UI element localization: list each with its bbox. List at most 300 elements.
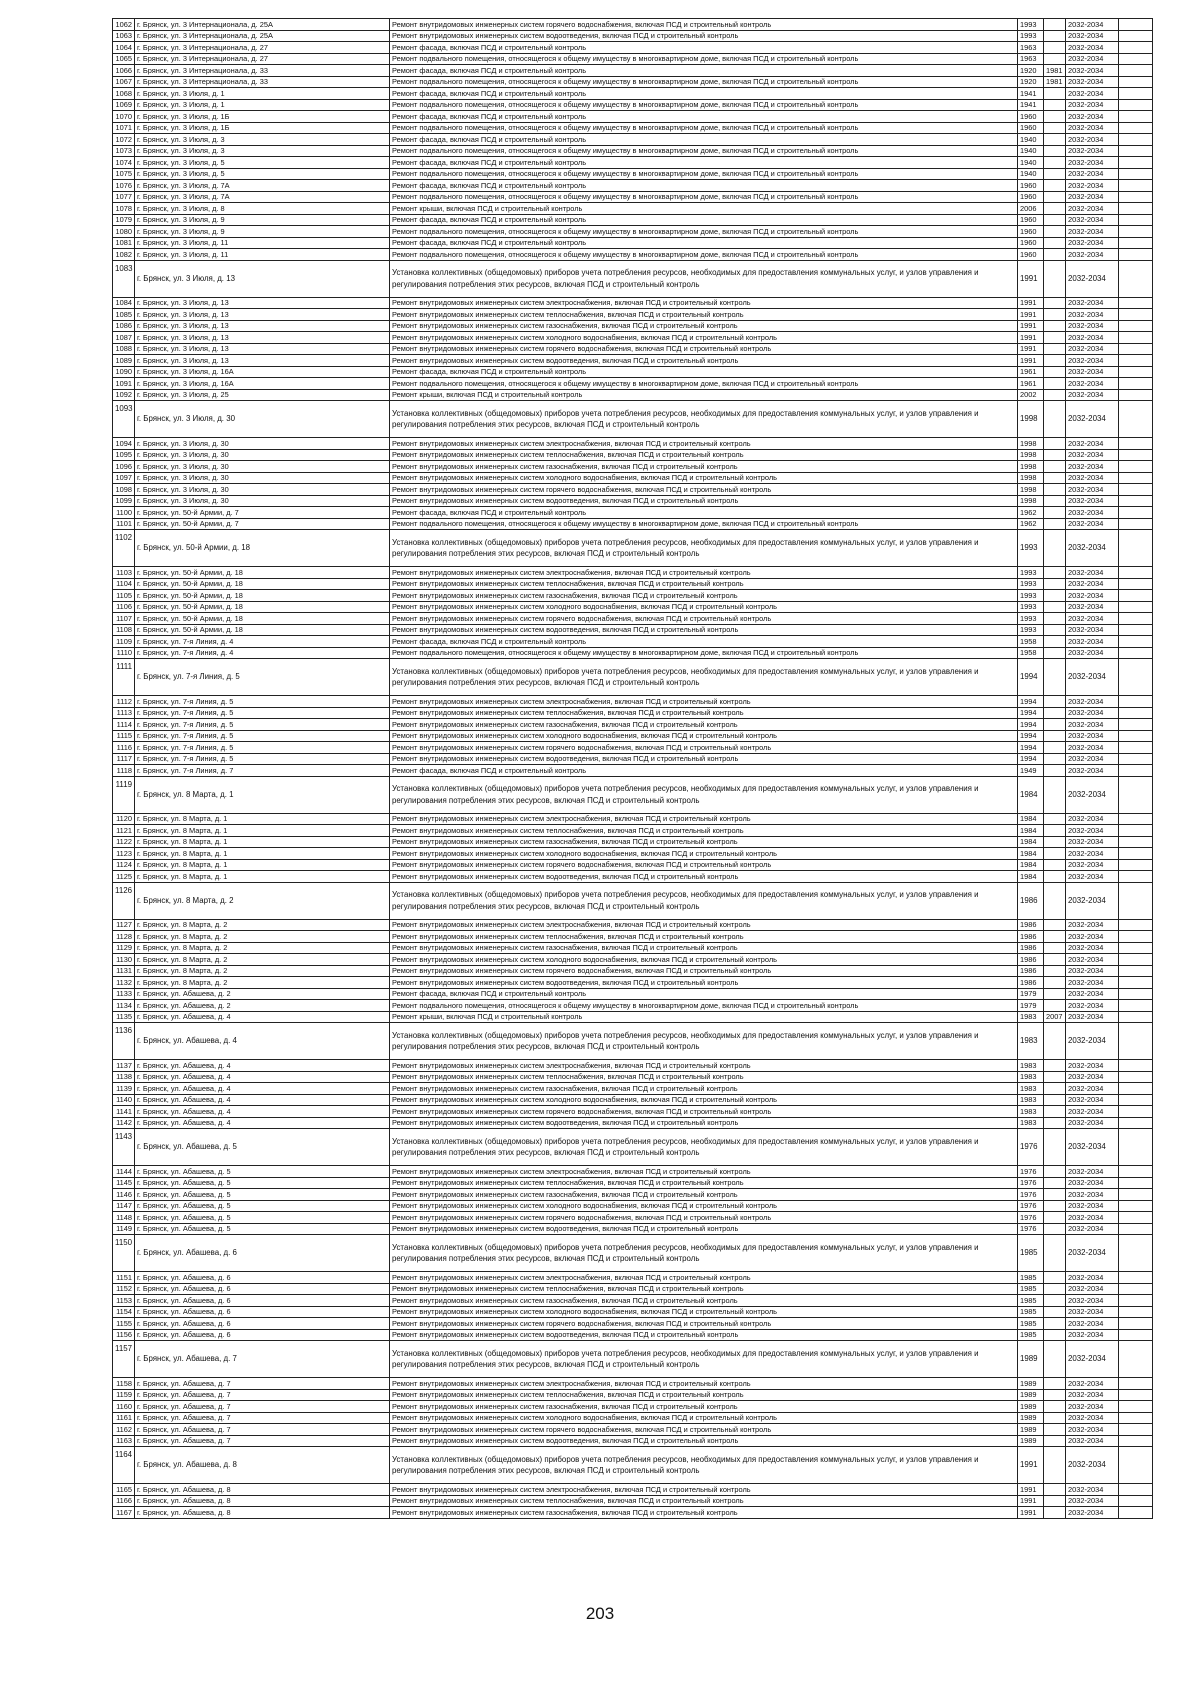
address-cell: г. Брянск, ул. 3 Июля, д. 9: [135, 214, 390, 226]
work-type-cell: Ремонт подвального помещения, относящегося к общему имуществу в многоквартирном доме, включая ПСД и строительный контроль: [390, 249, 1018, 261]
work-type-cell: Ремонт внутридомовых инженерных систем горячего водоснабжения, включая ПСД и строительный контроль: [390, 1318, 1018, 1330]
empty-cell: [1119, 507, 1153, 519]
table-row: [113, 1341, 1153, 1378]
address-cell: г. Брянск, ул. 3 Июля, д. 13: [135, 320, 390, 332]
build-year-cell: 1986: [1018, 977, 1044, 989]
build-year-cell: 1986: [1018, 954, 1044, 966]
planned-period-cell: 2032-2034: [1066, 1235, 1119, 1272]
table-row: [113, 1272, 1153, 1284]
overhaul-year-cell: [1044, 19, 1066, 31]
address-cell: г. Брянск, ул. 3 Июля, д. 13: [135, 309, 390, 321]
build-year-cell: 1985: [1018, 1306, 1044, 1318]
planned-period-cell: 2032-2034: [1066, 518, 1119, 530]
empty-cell: [1119, 1235, 1153, 1272]
table-row: [113, 954, 1153, 966]
planned-period-cell: 2032-2034: [1066, 624, 1119, 636]
build-year-cell: 2002: [1018, 389, 1044, 401]
overhaul-year-cell: [1044, 836, 1066, 848]
table-row: [113, 203, 1153, 215]
planned-period-cell: 2032-2034: [1066, 1507, 1119, 1519]
table-row: [113, 260, 1153, 297]
empty-cell: [1119, 1412, 1153, 1424]
row-number-cell: 1117: [113, 753, 135, 765]
overhaul-year-cell: [1044, 332, 1066, 344]
address-cell: г. Брянск, ул. Абашева, д. 6: [135, 1283, 390, 1295]
build-year-cell: 1985: [1018, 1295, 1044, 1307]
row-number-cell: 1093: [113, 401, 135, 438]
empty-cell: [1119, 53, 1153, 65]
empty-cell: [1119, 30, 1153, 42]
overhaul-year-cell: [1044, 1424, 1066, 1436]
build-year-cell: 1960: [1018, 249, 1044, 261]
empty-cell: [1119, 99, 1153, 111]
build-year-cell: 1991: [1018, 332, 1044, 344]
empty-cell: [1119, 567, 1153, 579]
address-cell: г. Брянск, ул. Абашева, д. 8: [135, 1447, 390, 1484]
overhaul-year-cell: [1044, 1129, 1066, 1166]
address-cell: г. Брянск, ул. 50-й Армии, д. 7: [135, 518, 390, 530]
planned-period-cell: 2032-2034: [1066, 1378, 1119, 1390]
overhaul-year-cell: [1044, 942, 1066, 954]
table-row: [113, 1401, 1153, 1413]
overhaul-year-cell: [1044, 578, 1066, 590]
address-cell: г. Брянск, ул. Абашева, д. 4: [135, 1023, 390, 1060]
table-row: [113, 578, 1153, 590]
work-type-cell: Установка коллективных (общедомовых) приборов учета потребления ресурсов, необходимых для предоставления коммунальных услуг, и узлов управления и регулирования потребления этих ресурсов, включая ПСД и строительный контроль: [390, 530, 1018, 567]
planned-period-cell: 2032-2034: [1066, 145, 1119, 157]
build-year-cell: 1920: [1018, 76, 1044, 88]
work-type-cell: Установка коллективных (общедомовых) приборов учета потребления ресурсов, необходимых для предоставления коммунальных услуг, и узлов управления и регулирования потребления этих ресурсов, включая ПСД и строительный контроль: [390, 401, 1018, 438]
table-row: [113, 859, 1153, 871]
overhaul-year-cell: [1044, 507, 1066, 519]
work-type-cell: Ремонт фасада, включая ПСД и строительный контроль: [390, 157, 1018, 169]
work-type-cell: Ремонт внутридомовых инженерных систем горячего водоснабжения, включая ПСД и строительный контроль: [390, 1424, 1018, 1436]
planned-period-cell: 2032-2034: [1066, 65, 1119, 77]
empty-cell: [1119, 882, 1153, 919]
work-type-cell: Ремонт внутридомовых инженерных систем газоснабжения, включая ПСД и строительный контроль: [390, 590, 1018, 602]
address-cell: г. Брянск, ул. 50-й Армии, д. 18: [135, 530, 390, 567]
work-type-cell: Ремонт подвального помещения, относящегося к общему имуществу в многоквартирном доме, включая ПСД и строительный контроль: [390, 53, 1018, 65]
planned-period-cell: 2032-2034: [1066, 30, 1119, 42]
overhaul-year-cell: [1044, 590, 1066, 602]
empty-cell: [1119, 1129, 1153, 1166]
empty-cell: [1119, 578, 1153, 590]
work-type-cell: Ремонт подвального помещения, относящегося к общему имуществу в многоквартирном доме, включая ПСД и строительный контроль: [390, 1000, 1018, 1012]
row-number-cell: 1086: [113, 320, 135, 332]
build-year-cell: 1993: [1018, 530, 1044, 567]
overhaul-year-cell: [1044, 1060, 1066, 1072]
address-cell: г. Брянск, ул. 50-й Армии, д. 7: [135, 507, 390, 519]
address-cell: г. Брянск, ул. 3 Июля, д. 30: [135, 461, 390, 473]
build-year-cell: 1941: [1018, 88, 1044, 100]
empty-cell: [1119, 1318, 1153, 1330]
work-type-cell: Ремонт внутридомовых инженерных систем электроснабжения, включая ПСД и строительный контроль: [390, 919, 1018, 931]
build-year-cell: 1993: [1018, 578, 1044, 590]
overhaul-year-cell: [1044, 919, 1066, 931]
build-year-cell: 1963: [1018, 42, 1044, 54]
address-cell: г. Брянск, ул. Абашева, д. 6: [135, 1272, 390, 1284]
table-row: [113, 1424, 1153, 1436]
build-year-cell: 1998: [1018, 401, 1044, 438]
planned-period-cell: 2032-2034: [1066, 438, 1119, 450]
address-cell: г. Брянск, ул. Абашева, д. 4: [135, 1071, 390, 1083]
planned-period-cell: 2032-2034: [1066, 19, 1119, 31]
address-cell: г. Брянск, ул. 8 Марта, д. 2: [135, 942, 390, 954]
table-row: [113, 438, 1153, 450]
table-row: [113, 1200, 1153, 1212]
empty-cell: [1119, 237, 1153, 249]
row-number-cell: 1161: [113, 1412, 135, 1424]
overhaul-year-cell: [1044, 99, 1066, 111]
address-cell: г. Брянск, ул. 3 Июля, д. 13: [135, 260, 390, 297]
overhaul-year-cell: [1044, 438, 1066, 450]
row-number-cell: 1110: [113, 647, 135, 659]
work-type-cell: Ремонт внутридомовых инженерных систем водоотведения, включая ПСД и строительный контроль: [390, 355, 1018, 367]
planned-period-cell: 2032-2034: [1066, 776, 1119, 813]
work-type-cell: Ремонт внутридомовых инженерных систем горячего водоснабжения, включая ПСД и строительный контроль: [390, 742, 1018, 754]
empty-cell: [1119, 1295, 1153, 1307]
row-number-cell: 1065: [113, 53, 135, 65]
row-number-cell: 1119: [113, 776, 135, 813]
empty-cell: [1119, 719, 1153, 731]
address-cell: г. Брянск, ул. Абашева, д. 4: [135, 1106, 390, 1118]
table-row: [113, 1071, 1153, 1083]
planned-period-cell: 2032-2034: [1066, 226, 1119, 238]
empty-cell: [1119, 191, 1153, 203]
planned-period-cell: 2032-2034: [1066, 647, 1119, 659]
empty-cell: [1119, 696, 1153, 708]
planned-period-cell: 2032-2034: [1066, 919, 1119, 931]
address-cell: г. Брянск, ул. 3 Июля, д. 16А: [135, 378, 390, 390]
work-type-cell: Ремонт внутридомовых инженерных систем газоснабжения, включая ПСД и строительный контроль: [390, 836, 1018, 848]
address-cell: г. Брянск, ул. 7-я Линия, д. 5: [135, 707, 390, 719]
overhaul-year-cell: [1044, 214, 1066, 226]
row-number-cell: 1144: [113, 1166, 135, 1178]
row-number-cell: 1102: [113, 530, 135, 567]
table-row: [113, 977, 1153, 989]
address-cell: г. Брянск, ул. Абашева, д. 2: [135, 1000, 390, 1012]
overhaul-year-cell: [1044, 1378, 1066, 1390]
overhaul-year-cell: [1044, 848, 1066, 860]
planned-period-cell: 2032-2034: [1066, 659, 1119, 696]
planned-period-cell: 2032-2034: [1066, 168, 1119, 180]
empty-cell: [1119, 157, 1153, 169]
address-cell: г. Брянск, ул. 3 Июля, д. 7А: [135, 180, 390, 192]
work-type-cell: Ремонт фасада, включая ПСД и строительный контроль: [390, 111, 1018, 123]
empty-cell: [1119, 343, 1153, 355]
overhaul-year-cell: [1044, 719, 1066, 731]
table-row: [113, 965, 1153, 977]
address-cell: г. Брянск, ул. Абашева, д. 5: [135, 1223, 390, 1235]
row-number-cell: 1155: [113, 1318, 135, 1330]
table-row: [113, 157, 1153, 169]
build-year-cell: 1993: [1018, 601, 1044, 613]
row-number-cell: 1142: [113, 1117, 135, 1129]
work-type-cell: Ремонт фасада, включая ПСД и строительный контроль: [390, 636, 1018, 648]
planned-period-cell: 2032-2034: [1066, 1129, 1119, 1166]
row-number-cell: 1123: [113, 848, 135, 860]
row-number-cell: 1108: [113, 624, 135, 636]
work-type-cell: Ремонт внутридомовых инженерных систем горячего водоснабжения, включая ПСД и строительный контроль: [390, 343, 1018, 355]
row-number-cell: 1127: [113, 919, 135, 931]
planned-period-cell: 2032-2034: [1066, 567, 1119, 579]
empty-cell: [1119, 753, 1153, 765]
build-year-cell: 1984: [1018, 836, 1044, 848]
work-type-cell: Ремонт подвального помещения, относящегося к общему имуществу в многоквартирном доме, включая ПСД и строительный контроль: [390, 647, 1018, 659]
table-row: [113, 507, 1153, 519]
overhaul-year-cell: [1044, 765, 1066, 777]
row-number-cell: 1076: [113, 180, 135, 192]
row-number-cell: 1139: [113, 1083, 135, 1095]
overhaul-year-cell: [1044, 965, 1066, 977]
table-row: [113, 730, 1153, 742]
planned-period-cell: 2032-2034: [1066, 249, 1119, 261]
table-row: [113, 871, 1153, 883]
work-type-cell: Ремонт внутридомовых инженерных систем горячего водоснабжения, включая ПСД и строительный контроль: [390, 19, 1018, 31]
planned-period-cell: 2032-2034: [1066, 1424, 1119, 1436]
empty-cell: [1119, 449, 1153, 461]
work-type-cell: Ремонт внутридомовых инженерных систем электроснабжения, включая ПСД и строительный контроль: [390, 696, 1018, 708]
empty-cell: [1119, 1106, 1153, 1118]
row-number-cell: 1126: [113, 882, 135, 919]
planned-period-cell: 2032-2034: [1066, 472, 1119, 484]
table-row: [113, 1435, 1153, 1447]
overhaul-year-cell: [1044, 1389, 1066, 1401]
table-row: [113, 389, 1153, 401]
empty-cell: [1119, 401, 1153, 438]
overhaul-year-cell: [1044, 518, 1066, 530]
table-row: [113, 214, 1153, 226]
table-row: [113, 1083, 1153, 1095]
work-type-cell: Ремонт внутридомовых инженерных систем газоснабжения, включая ПСД и строительный контроль: [390, 1295, 1018, 1307]
empty-cell: [1119, 647, 1153, 659]
empty-cell: [1119, 1484, 1153, 1496]
planned-period-cell: 2032-2034: [1066, 1223, 1119, 1235]
build-year-cell: 1958: [1018, 647, 1044, 659]
overhaul-year-cell: [1044, 249, 1066, 261]
empty-cell: [1119, 145, 1153, 157]
work-type-cell: Ремонт крыши, включая ПСД и строительный контроль: [390, 203, 1018, 215]
address-cell: г. Брянск, ул. 3 Июля, д. 13: [135, 355, 390, 367]
empty-cell: [1119, 249, 1153, 261]
address-cell: г. Брянск, ул. 3 Интернационала, д. 33: [135, 65, 390, 77]
work-type-cell: Ремонт подвального помещения, относящегося к общему имуществу в многоквартирном доме, включая ПСД и строительный контроль: [390, 378, 1018, 390]
planned-period-cell: 2032-2034: [1066, 1106, 1119, 1118]
overhaul-year-cell: [1044, 707, 1066, 719]
row-number-cell: 1134: [113, 1000, 135, 1012]
table-row: [113, 1378, 1153, 1390]
planned-period-cell: 2032-2034: [1066, 88, 1119, 100]
work-type-cell: Ремонт внутридомовых инженерных систем электроснабжения, включая ПСД и строительный контроль: [390, 813, 1018, 825]
planned-period-cell: 2032-2034: [1066, 495, 1119, 507]
row-number-cell: 1125: [113, 871, 135, 883]
row-number-cell: 1081: [113, 237, 135, 249]
planned-period-cell: 2032-2034: [1066, 942, 1119, 954]
build-year-cell: 1989: [1018, 1378, 1044, 1390]
build-year-cell: 1991: [1018, 1484, 1044, 1496]
table-row: [113, 53, 1153, 65]
table-row: [113, 742, 1153, 754]
table-row: [113, 1177, 1153, 1189]
empty-cell: [1119, 226, 1153, 238]
overhaul-year-cell: [1044, 1329, 1066, 1341]
row-number-cell: 1104: [113, 578, 135, 590]
overhaul-year-cell: [1044, 53, 1066, 65]
overhaul-year-cell: [1044, 1295, 1066, 1307]
work-type-cell: Ремонт внутридомовых инженерных систем теплоснабжения, включая ПСД и строительный контроль: [390, 1071, 1018, 1083]
table-row: [113, 332, 1153, 344]
row-number-cell: 1090: [113, 366, 135, 378]
work-type-cell: Ремонт фасада, включая ПСД и строительный контроль: [390, 237, 1018, 249]
address-cell: г. Брянск, ул. 8 Марта, д. 2: [135, 919, 390, 931]
row-number-cell: 1163: [113, 1435, 135, 1447]
planned-period-cell: 2032-2034: [1066, 134, 1119, 146]
address-cell: г. Брянск, ул. 3 Июля, д. 9: [135, 226, 390, 238]
work-type-cell: Ремонт внутридомовых инженерных систем холодного водоснабжения, включая ПСД и строительный контроль: [390, 1094, 1018, 1106]
empty-cell: [1119, 1094, 1153, 1106]
table-row: [113, 366, 1153, 378]
work-type-cell: Ремонт фасада, включая ПСД и строительный контроль: [390, 88, 1018, 100]
planned-period-cell: 2032-2034: [1066, 836, 1119, 848]
row-number-cell: 1092: [113, 389, 135, 401]
planned-period-cell: 2032-2034: [1066, 320, 1119, 332]
table-row: [113, 1283, 1153, 1295]
work-type-cell: Ремонт внутридомовых инженерных систем холодного водоснабжения, включая ПСД и строительный контроль: [390, 954, 1018, 966]
build-year-cell: 1940: [1018, 168, 1044, 180]
row-number-cell: 1124: [113, 859, 135, 871]
planned-period-cell: 2032-2034: [1066, 578, 1119, 590]
work-type-cell: Ремонт внутридомовых инженерных систем холодного водоснабжения, включая ПСД и строительный контроль: [390, 601, 1018, 613]
overhaul-year-cell: [1044, 1507, 1066, 1519]
build-year-cell: 1993: [1018, 613, 1044, 625]
address-cell: г. Брянск, ул. Абашева, д. 4: [135, 1094, 390, 1106]
work-type-cell: Ремонт фасада, включая ПСД и строительный контроль: [390, 765, 1018, 777]
empty-cell: [1119, 320, 1153, 332]
planned-period-cell: 2032-2034: [1066, 742, 1119, 754]
empty-cell: [1119, 1378, 1153, 1390]
row-number-cell: 1164: [113, 1447, 135, 1484]
build-year-cell: 1994: [1018, 719, 1044, 731]
planned-period-cell: 2032-2034: [1066, 484, 1119, 496]
work-type-cell: Ремонт внутридомовых инженерных систем теплоснабжения, включая ПСД и строительный контроль: [390, 1283, 1018, 1295]
address-cell: г. Брянск, ул. Абашева, д. 4: [135, 1083, 390, 1095]
overhaul-year-cell: [1044, 1071, 1066, 1083]
table-row: [113, 355, 1153, 367]
work-type-cell: Ремонт внутридомовых инженерных систем теплоснабжения, включая ПСД и строительный контроль: [390, 1389, 1018, 1401]
row-number-cell: 1079: [113, 214, 135, 226]
row-number-cell: 1103: [113, 567, 135, 579]
planned-period-cell: 2032-2034: [1066, 203, 1119, 215]
build-year-cell: 1994: [1018, 707, 1044, 719]
row-number-cell: 1074: [113, 157, 135, 169]
overhaul-year-cell: [1044, 730, 1066, 742]
build-year-cell: 1961: [1018, 378, 1044, 390]
empty-cell: [1119, 613, 1153, 625]
table-row: [113, 1235, 1153, 1272]
planned-period-cell: 2032-2034: [1066, 765, 1119, 777]
row-number-cell: 1068: [113, 88, 135, 100]
row-number-cell: 1094: [113, 438, 135, 450]
planned-period-cell: 2032-2034: [1066, 871, 1119, 883]
planned-period-cell: 2032-2034: [1066, 332, 1119, 344]
build-year-cell: 1993: [1018, 19, 1044, 31]
row-number-cell: 1071: [113, 122, 135, 134]
work-type-cell: Ремонт внутридомовых инженерных систем газоснабжения, включая ПСД и строительный контроль: [390, 1189, 1018, 1201]
overhaul-year-cell: [1044, 696, 1066, 708]
address-cell: г. Брянск, ул. 8 Марта, д. 1: [135, 776, 390, 813]
planned-period-cell: 2032-2034: [1066, 1166, 1119, 1178]
overhaul-year-cell: [1044, 122, 1066, 134]
table-row: [113, 1060, 1153, 1072]
work-type-cell: Установка коллективных (общедомовых) приборов учета потребления ресурсов, необходимых для предоставления коммунальных услуг, и узлов управления и регулирования потребления этих ресурсов, включая ПСД и строительный контроль: [390, 659, 1018, 696]
row-number-cell: 1135: [113, 1011, 135, 1023]
work-type-cell: Ремонт внутридомовых инженерных систем водоотведения, включая ПСД и строительный контроль: [390, 1117, 1018, 1129]
planned-period-cell: 2032-2034: [1066, 1272, 1119, 1284]
planned-period-cell: 2032-2034: [1066, 1283, 1119, 1295]
row-number-cell: 1137: [113, 1060, 135, 1072]
overhaul-year-cell: [1044, 389, 1066, 401]
row-number-cell: 1098: [113, 484, 135, 496]
build-year-cell: 1961: [1018, 366, 1044, 378]
empty-cell: [1119, 859, 1153, 871]
overhaul-year-cell: [1044, 613, 1066, 625]
overhaul-year-cell: [1044, 343, 1066, 355]
planned-period-cell: 2032-2034: [1066, 719, 1119, 731]
address-cell: г. Брянск, ул. 8 Марта, д. 1: [135, 859, 390, 871]
table-row: [113, 1389, 1153, 1401]
table-row: [113, 1484, 1153, 1496]
build-year-cell: 1994: [1018, 730, 1044, 742]
build-year-cell: 1991: [1018, 260, 1044, 297]
table-row: [113, 567, 1153, 579]
work-type-cell: Ремонт внутридомовых инженерных систем водоотведения, включая ПСД и строительный контроль: [390, 30, 1018, 42]
build-year-cell: 1983: [1018, 1117, 1044, 1129]
build-year-cell: 1985: [1018, 1235, 1044, 1272]
build-year-cell: 1940: [1018, 145, 1044, 157]
overhaul-year-cell: [1044, 484, 1066, 496]
work-type-cell: Ремонт фасада, включая ПСД и строительный контроль: [390, 366, 1018, 378]
row-number-cell: 1122: [113, 836, 135, 848]
build-year-cell: 1993: [1018, 567, 1044, 579]
work-type-cell: Ремонт внутридомовых инженерных систем теплоснабжения, включая ПСД и строительный контроль: [390, 825, 1018, 837]
empty-cell: [1119, 1071, 1153, 1083]
capital-repair-table: [112, 18, 1153, 1519]
build-year-cell: 1993: [1018, 30, 1044, 42]
table-row: [113, 309, 1153, 321]
empty-cell: [1119, 965, 1153, 977]
address-cell: г. Брянск, ул. 8 Марта, д. 1: [135, 836, 390, 848]
table-row: [113, 472, 1153, 484]
overhaul-year-cell: [1044, 1401, 1066, 1413]
table-row: [113, 461, 1153, 473]
work-type-cell: Установка коллективных (общедомовых) приборов учета потребления ресурсов, необходимых для предоставления коммунальных услуг, и узлов управления и регулирования потребления этих ресурсов, включая ПСД и строительный контроль: [390, 1129, 1018, 1166]
row-number-cell: 1070: [113, 111, 135, 123]
row-number-cell: 1107: [113, 613, 135, 625]
address-cell: г. Брянск, ул. 3 Июля, д. 1Б: [135, 122, 390, 134]
work-type-cell: Ремонт подвального помещения, относящегося к общему имуществу в многоквартирном доме, включая ПСД и строительный контроль: [390, 76, 1018, 88]
empty-cell: [1119, 590, 1153, 602]
address-cell: г. Брянск, ул. 50-й Армии, д. 18: [135, 601, 390, 613]
planned-period-cell: 2032-2034: [1066, 813, 1119, 825]
work-type-cell: Ремонт внутридомовых инженерных систем водоотведения, включая ПСД и строительный контроль: [390, 1435, 1018, 1447]
address-cell: г. Брянск, ул. 3 Июля, д. 16А: [135, 366, 390, 378]
work-type-cell: Ремонт внутридомовых инженерных систем теплоснабжения, включая ПСД и строительный контроль: [390, 1495, 1018, 1507]
empty-cell: [1119, 366, 1153, 378]
empty-cell: [1119, 636, 1153, 648]
build-year-cell: 1949: [1018, 765, 1044, 777]
table-row: [113, 613, 1153, 625]
overhaul-year-cell: [1044, 495, 1066, 507]
